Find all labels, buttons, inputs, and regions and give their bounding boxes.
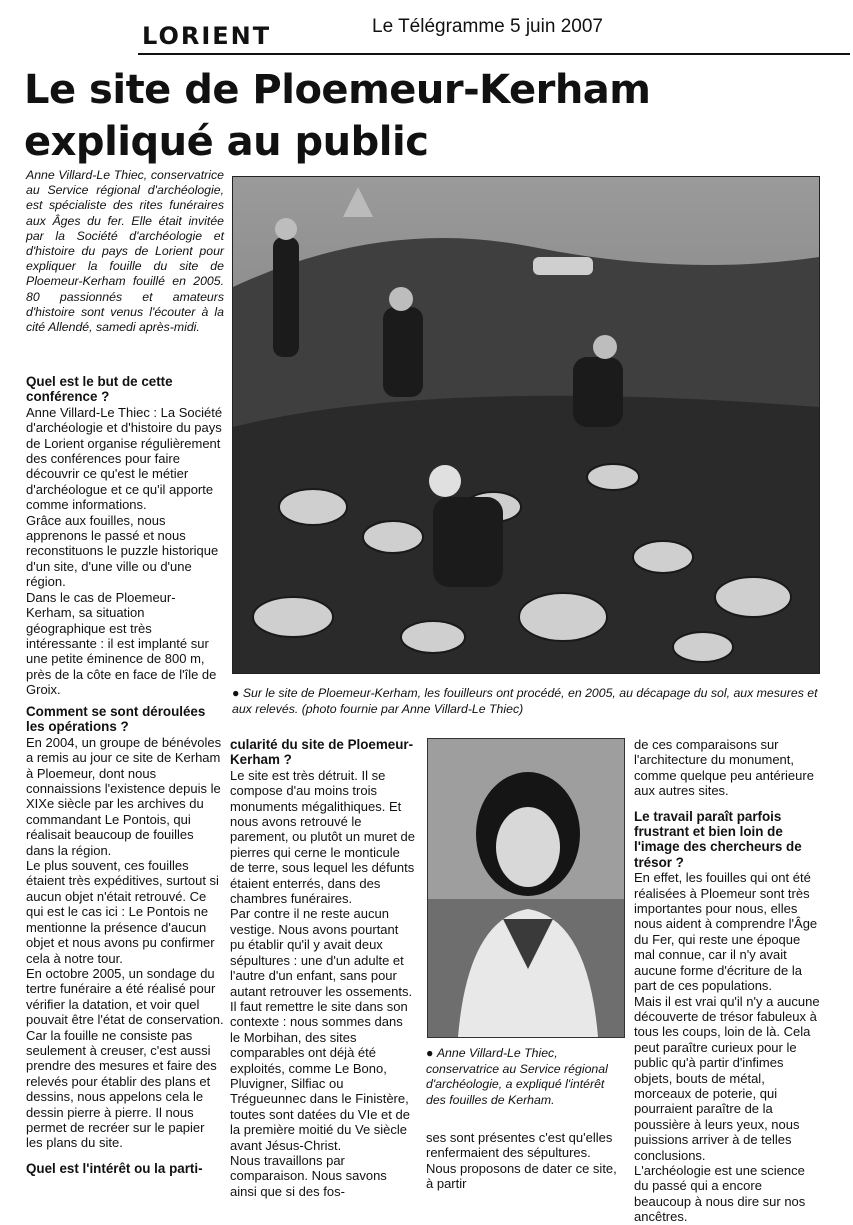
question-1: Quel est le but de cette conférence ? [26, 374, 173, 405]
column-a [26, 364, 224, 698]
column-a-lower [26, 694, 224, 1176]
portrait-caption: ● Anne Villard-Le Thiec, conservatrice au Service régional d'archéologie, a expliqué l'intérêt des fouilles de Kerham. [426, 1046, 624, 1108]
headline-line-2: expliqué au public [24, 119, 429, 165]
portrait-photo-image [428, 739, 624, 1037]
column-c [426, 1130, 624, 1192]
header-rule [138, 53, 850, 55]
paragraph: Il faut remettre le site dans son contexte : nous sommes dans le Morbihan, des sites comparables ont déjà été exploités, comme Le Bono, Pluvigner, Silfiac ou Trégueunnec dans le Finistère, toutes sont datées du VIe et de la première moitié du Ve siècle avant Jésus-Christ. [230, 998, 410, 1153]
paragraph: Mais il est vrai qu'il n'y a aucune découverte de trésor fabuleux à tous les coups, loin de là. Cela peut paraître curieux pour le public qu'à partir d'infimes objets, bouts de métal, morceaux de poterie, qui pourraient paraître de la poussière à leurs yeux, nous puissions arriver à de telles conclusions. [634, 993, 820, 1163]
paragraph: de ces comparaisons sur l'architecture du monument, comme quelque peu antérieure aux autres sites. [634, 737, 814, 799]
headline [24, 64, 650, 168]
question-3-continued: cularité du site de Ploemeur-Kerham ? [230, 737, 414, 768]
masthead-date: Le Télégramme 5 juin 2007 [372, 16, 603, 37]
paragraph: Dans le cas de Ploemeur-Kerham, sa situation géographique est très intéressante : il est implanté sur une petite éminence de 800 m, près de la côte en face de l'île de Groix. [26, 589, 217, 698]
paragraph: En 2004, un groupe de bénévoles a remis au jour ce site de Kerham à Ploemeur, dont nous connaissions l'existence depuis le XIXe siècle par les archives du commandant Le Pontois, qui réalisait beaucoup de fouilles dans la région. [26, 734, 222, 858]
excavation-photo [232, 176, 820, 674]
question-4: Le travail paraît parfois frustrant et bien loin de l'image des chercheurs de trésor ? [634, 808, 802, 870]
headline-line-1: Le site de Ploemeur-Kerham [24, 67, 651, 113]
paragraph: Par contre il ne reste aucun vestige. Nous avons pourtant pu établir qu'il y avait deux sépultures : une d'un adulte et l'autre d'un enfant, sans pour autant retrouver les ossements. [230, 906, 413, 999]
intro-paragraph: Anne Villard-Le Thiec, conservatrice au Service régional d'archéologie, est spécialiste des rites funéraires aux Âges du fer. Elle était invitée par la Société d'archéologie et d'histoire du pays de Lorient pour expliquer la fouille du site de Ploemeur-Kerham fouillé en 2005. 80 passionnés et amateurs d'histoire sont venus l'écouter à la cité Allendé, samedi après-midi. [26, 168, 224, 335]
paragraph: Anne Villard-Le Thiec : La Société d'archéologie et d'histoire du pays de Lorient organise régulièrement des conférences pour faire découvrir ce qu'est le métier d'archéologue et ce qu'il apporte comme informations. [26, 404, 223, 513]
paragraph: Le plus souvent, ces fouilles étaient très expéditives, surtout si aucun objet n'était retrouvé. Ce qui est le cas ici : Le Pontois ne mentionne la présence d'aucun objet et nous avons pu confirmer cela à notre tour. [26, 858, 219, 966]
section-label: LORIENT [142, 22, 272, 50]
paragraph: Grâce aux fouilles, nous apprenons le passé et nous reconstituons le puzzle historique d'un site, d'une ville ou d'une région. [26, 512, 219, 590]
column-d [634, 737, 820, 1225]
paragraph: Nous travaillons par comparaison. Nous savons ainsi que si des fos- [230, 1152, 387, 1199]
paragraph: En effet, les fouilles qui ont été réalisées à Ploemeur sont très importantes pour nous, elles nous aident à comprendre l'Âge du Fer, qui reste une époque mal connue, car il n'y avait aucune forme d'écriture de la part de ces populations. [634, 870, 818, 994]
paragraph: ses sont présentes c'est qu'elles renfermaient des sépultures. Nous proposons de dater ce site, à partir [426, 1130, 617, 1192]
question-2: Comment se sont déroulées les opérations ? [26, 704, 206, 735]
question-3: Quel est l'intérêt ou la parti- [26, 1160, 203, 1176]
paragraph: En octobre 2005, un sondage du tertre funéraire a été réalisé pour vérifier la datation, et voir quel pouvait être l'état de conservation. Car la fouille ne consiste pas seulement à creuser, c'est aussi prendre des mesures et faire des relevés pour établir des plans et dessins, nous appelons cela le dessin pierre à pierre. Il nous permet de recréer sur le papier les plans du site. [26, 965, 224, 1151]
paragraph: L'archéologie est une science du passé qui a encore beaucoup à nous dire sur nos ancêtres. [634, 1162, 806, 1225]
main-photo-caption: ● Sur le site de Ploemeur-Kerham, les fouilleurs ont procédé, en 2005, au décapage du sol, aux mesures et aux relevés. (photo fournie par Anne Villard-Le Thiec) [232, 685, 820, 717]
excavation-photo-image [233, 177, 819, 673]
column-b [230, 737, 415, 1199]
portrait-photo [427, 738, 625, 1038]
paragraph: Le site est très détruit. Il se compose d'au moins trois monuments mégalithiques. Et nous avons retrouvé le parement, ou plutôt un muret de pierres qui cerne le monticule de terre, sous lequel les défunts étaient enterrés, dans des chambres funéraires. [230, 767, 416, 907]
